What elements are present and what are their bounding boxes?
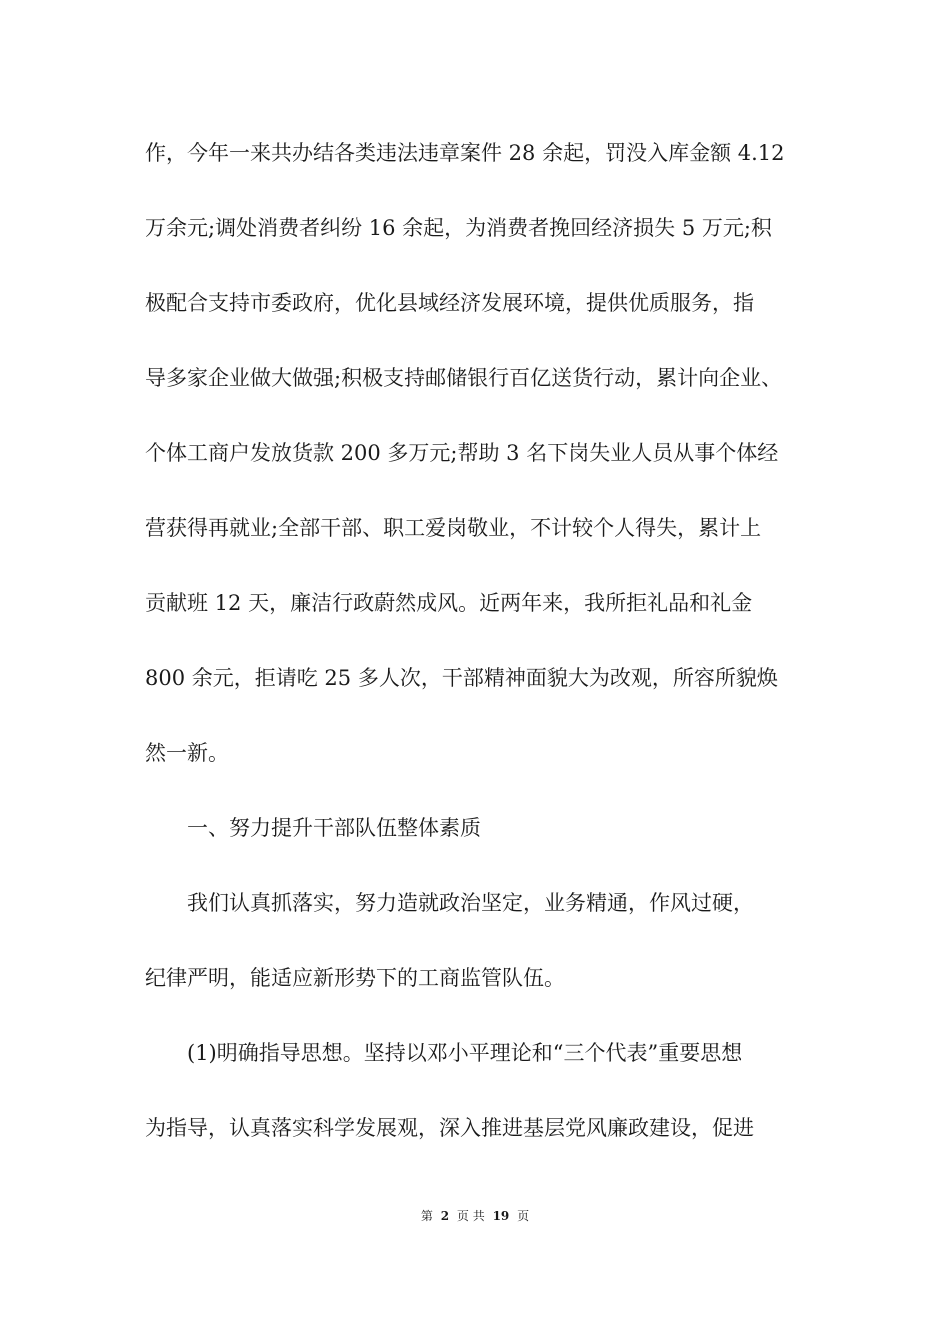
- body-text-line: 个体工商户发放货款 200 多万元;帮助 3 名下岗失业人员从事个体经: [145, 441, 779, 465]
- body-text-line: 纪律严明，能适应新形势下的工商监管队伍。: [145, 966, 565, 990]
- body-text-line: 贡献班 12 天，廉洁行政蔚然成风。近两年来，我所拒礼品和礼金: [145, 591, 753, 615]
- footer-middle: 页 共: [456, 1209, 485, 1223]
- footer-suffix: 页: [517, 1209, 530, 1223]
- section-heading: 一、努力提升干部队伍整体素质: [187, 816, 481, 840]
- body-text-line: 然一新。: [145, 741, 229, 765]
- body-text-line: 作，今年一来共办结各类违法违章案件 28 余起，罚没入库金额 4.12: [145, 141, 785, 165]
- body-text-line: 导多家企业做大做强;积极支持邮储银行百亿送货行动，累计向企业、: [145, 366, 783, 390]
- body-text-line: 营获得再就业;全部干部、职工爱岗敬业，不计较个人得失，累计上: [145, 516, 762, 540]
- total-page-count: 19: [492, 1209, 510, 1223]
- body-text-line: 极配合支持市委政府，优化县域经济发展环境，提供优质服务，指: [145, 291, 754, 315]
- body-text-line: 万余元;调处消费者纠纷 16 余起，为消费者挽回经济损失 5 万元;积: [145, 216, 772, 240]
- body-text-line: 为指导，认真落实科学发展观，深入推进基层党风廉政建设，促进: [145, 1116, 754, 1140]
- body-text-line: (1)明确指导思想。坚持以邓小平理论和“三个代表”重要思想: [187, 1041, 743, 1065]
- body-text-line: 800 余元，拒请吃 25 多人次，干部精神面貌大为改观，所容所貌焕: [145, 666, 778, 690]
- footer-prefix: 第: [420, 1209, 433, 1223]
- current-page-number: 2: [440, 1209, 450, 1223]
- body-text-line: 我们认真抓落实，努力造就政治坚定，业务精通，作风过硬，: [187, 891, 754, 915]
- page-footer: [0, 1208, 950, 1224]
